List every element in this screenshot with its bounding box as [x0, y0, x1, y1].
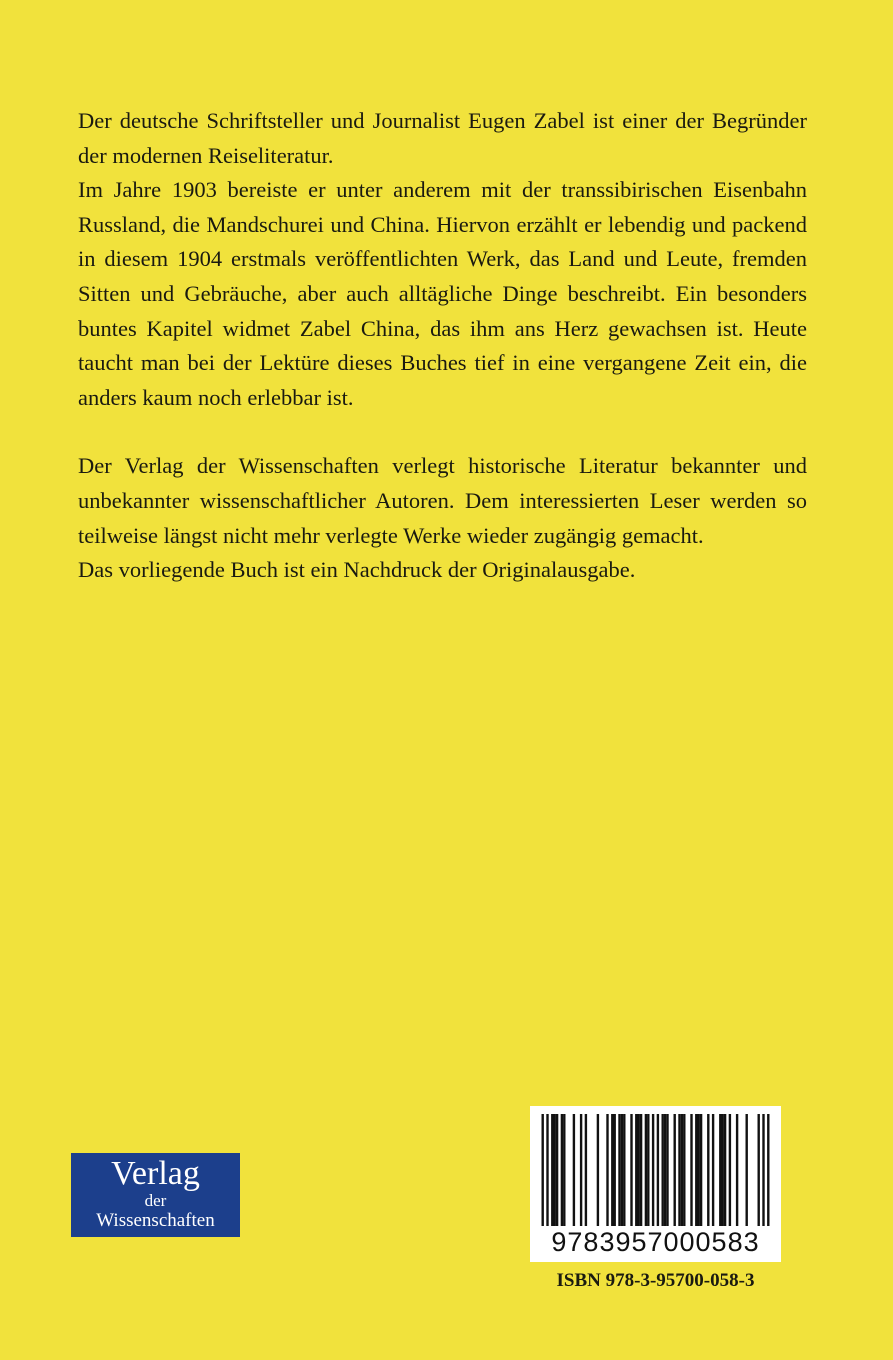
barcode-bar [736, 1114, 738, 1226]
publisher-logo-line-1: Verlag [111, 1155, 200, 1192]
barcode-bar [746, 1114, 748, 1226]
barcode-bar [664, 1114, 666, 1226]
barcode-bar [554, 1114, 556, 1226]
barcode-bar [551, 1114, 553, 1226]
barcode-bars [530, 1106, 781, 1231]
barcode-bar [666, 1114, 668, 1226]
barcode-bar [652, 1114, 654, 1226]
barcode-bar [695, 1114, 697, 1226]
blurb-paragraph-1: Der deutsche Schriftsteller und Journalist Eugen Zabel ist einer der Begründer der modernen Reiseliteratur. [78, 108, 807, 168]
barcode-bar [611, 1114, 613, 1226]
barcode-bar [618, 1114, 620, 1226]
barcode-bar [597, 1114, 599, 1226]
barcode [530, 1106, 781, 1262]
barcode-bar [546, 1114, 548, 1226]
barcode-bar [606, 1114, 608, 1226]
barcode-bar [614, 1114, 616, 1226]
barcode-bar [563, 1114, 565, 1226]
barcode-bar [573, 1114, 575, 1226]
publisher-logo-line-3: Wissenschaften [96, 1210, 215, 1231]
blurb-paragraph-3: Der Verlag der Wissenschaften verlegt historische Literatur bekannter und unbekannter wissenschaftlicher Autoren. Dem interessierten Leser werden so teilweise längst nicht mehr verlegte Werke wieder zugängig gemacht. [78, 453, 807, 548]
barcode-bar [683, 1114, 685, 1226]
barcode-bar [645, 1114, 647, 1226]
barcode-bar [621, 1114, 623, 1226]
barcode-bar [638, 1114, 640, 1226]
barcode-bar [767, 1114, 769, 1226]
barcode-bar [662, 1114, 664, 1226]
barcode-bar [585, 1114, 587, 1226]
barcode-bar [690, 1114, 692, 1226]
barcode-bar [647, 1114, 649, 1226]
barcode-digits: 9783957000583 [551, 1227, 760, 1257]
barcode-bar [674, 1114, 676, 1226]
barcode-bar [556, 1114, 558, 1226]
publisher-logo-line-2: der [144, 1191, 167, 1210]
paragraph-gap [78, 415, 807, 449]
barcode-bar [623, 1114, 625, 1226]
barcode-bar [724, 1114, 726, 1226]
barcode-bar [640, 1114, 642, 1226]
barcode-bar [722, 1114, 724, 1226]
barcode-bar [580, 1114, 582, 1226]
back-cover-blurb [78, 104, 807, 588]
barcode-bar [758, 1114, 760, 1226]
barcode-bar [712, 1114, 714, 1226]
barcode-bar [678, 1114, 680, 1226]
isbn-label: ISBN 978-3-95700-058-3 [556, 1270, 755, 1291]
barcode-bar [719, 1114, 721, 1226]
barcode-bar [630, 1114, 632, 1226]
barcode-bar [635, 1114, 637, 1226]
barcode-bar [762, 1114, 764, 1226]
barcode-bar [561, 1114, 563, 1226]
blurb-paragraph-2: Im Jahre 1903 bereiste er unter anderem mit der transsibirischen Eisenbahn Russland, die Mandschurei und China. Hiervon erzählt er lebendig und packend in diesem 1904 erstmals veröffentlichten Werk, das Land und Leute, fremden Sitten und Gebräuche, aber auch alltägliche Dinge beschreibt. Ein besonders buntes Kapitel widmet Zabel China, das ihm ans Herz gewachsen ist. Heute taucht man bei der Lektüre dieses Buches tief in eine vergangene Zeit ein, die anders kaum noch erlebbar ist. [78, 177, 807, 410]
publisher-logo [71, 1153, 240, 1237]
barcode-bar [729, 1114, 731, 1226]
barcode-bar [681, 1114, 683, 1226]
barcode-bar [657, 1114, 659, 1226]
blurb-paragraph-4: Das vorliegende Buch ist ein Nachdruck der Originalausgabe. [78, 557, 636, 583]
barcode-bar [698, 1114, 700, 1226]
barcode-bar [707, 1114, 709, 1226]
barcode-bar [542, 1114, 544, 1226]
barcode-bar [700, 1114, 702, 1226]
